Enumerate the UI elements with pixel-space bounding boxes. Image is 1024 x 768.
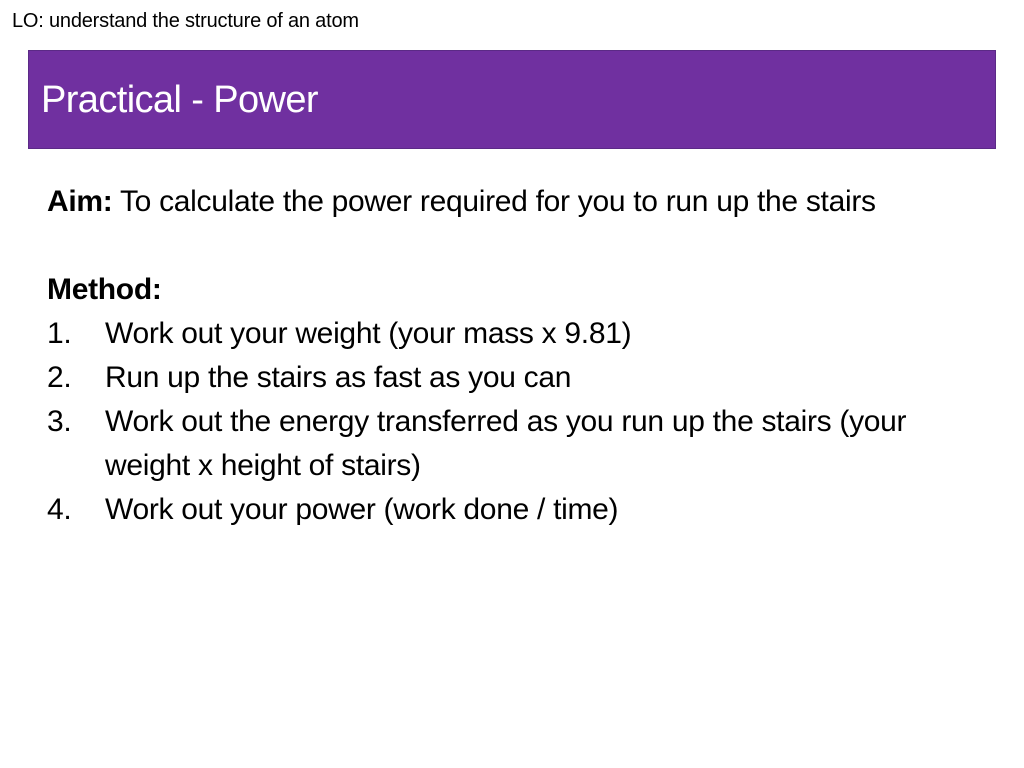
aim-paragraph (47, 180, 977, 224)
step-number: 2. (47, 361, 72, 394)
step-number: 4. (47, 493, 72, 526)
aim-text: To calculate the power required for you to run up the stairs (112, 185, 876, 218)
paragraph-spacer (47, 224, 977, 268)
method-label: Method: (47, 273, 162, 306)
step-text: Run up the stairs as fast as you can (105, 361, 572, 394)
slide-content (47, 180, 977, 532)
aim-label: Aim: (47, 185, 113, 218)
method-step (47, 312, 977, 356)
method-step (47, 356, 977, 400)
learning-objective: LO: understand the structure of an atom (12, 10, 359, 32)
method-step (47, 400, 977, 488)
step-number: 3. (47, 405, 72, 438)
slide-title: Practical - Power (41, 79, 318, 121)
step-text: Work out your weight (your mass x 9.81) (105, 317, 632, 350)
step-text: Work out the energy transferred as you run up the stairs (your weight x height of stairs) (105, 405, 907, 482)
title-banner (28, 50, 996, 149)
step-text: Work out your power (work done / time) (105, 493, 619, 526)
method-step (47, 488, 977, 532)
method-steps (47, 312, 977, 532)
step-number: 1. (47, 317, 72, 350)
